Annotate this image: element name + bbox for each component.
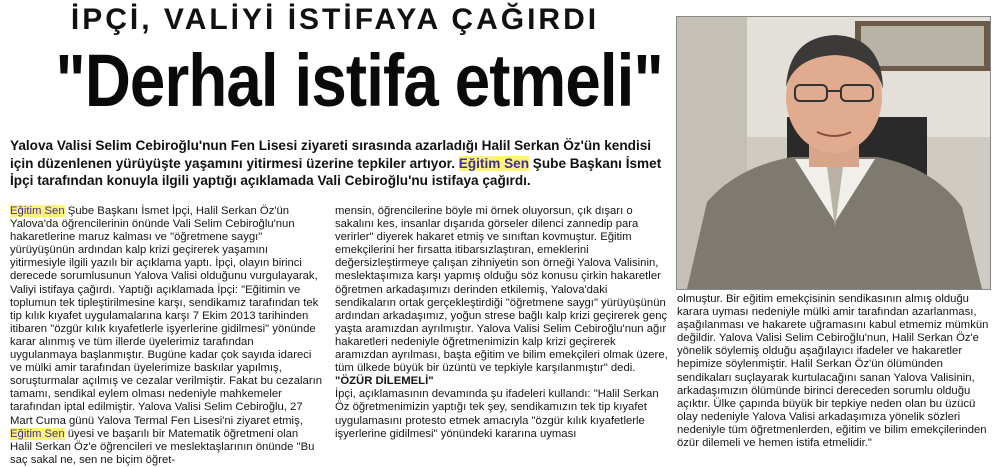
subheading: "ÖZÜR DİLEMELİ" <box>335 375 434 388</box>
highlight-egitim-sen: Eğitim Sen <box>10 205 65 217</box>
lead-text-2: Şube Başkanı İsmet İpçi tarafından konuyla ilgili yaptığı açıklamada Vali Cebiroğlu'nu istifaya çağırdı. <box>10 155 662 188</box>
column-3-text: olmuştur. Bir eğitim emekçisinin sendikasının almış olduğu karara uyması nedeniyle mülki amir tarafından azarlanması, aşağılanması ve hakarete uğramasını kabul etmemiz mümkün değildir. Yalova Valisi Selim Cebiroğlu'nun, Halil Serkan Öz'e yönelik söylemiş olduğu aşağılayıcı ifadeler ve hakaretler hepimize söylenmiştir. Halil Serkan Öz'ün ölümünden sendikaları suçlayarak kurtulacağını sanan Yalova Valisinin, arkadaşımızın ölümünde birinci dereceden sorumlu olduğu açıktır. Ülke çapında büyük bir tepkiye neden olan bu üzücü olay nedeniyle Yalova Valisi arkadaşımıza yönelik sözleri nedeniyle tüm öğretmenlerden, eğitim ve bilim emekçilerinden özür dilemeli ve hemen istifa etmelidir." <box>677 293 989 450</box>
kicker-headline: İPÇİ, VALİYİ İSTİFAYA ÇAĞIRDI <box>70 3 600 36</box>
body-column-2 <box>335 205 671 441</box>
column-2-text-1: mensin, öğrencilerine böyle mi örnek oluyorsun, çık dışarı o sakalını kes, insanlar dışarıda görseler dilenci zannedip para verirler" diyerek hakaret etmiş ve sınıftan kovmuştur. Eğitim emekçilerini her fırsatta itibarsızlaştıran, emeklerini değersizleştirmeye çalışan zihniyetin son örneği Yalova Valisinin, meslektaşımıza karşı yapmış olduğu söz konusu çirkin hakaretler öğretmen arkadaşımızı derinden etkilemiş, Yalova'daki sendikaların ortak gerçekleştirdiği "öğretmene saygı" yürüyüşünün ardından arkadaşımız, yoğun strese bağlı kalp krizi geçirerek genç yaşta aramızdan ayrılmıştır. Yalova Valisi Selim Cebiroğlu'nun ağır hakaretleri nedeniyle öğretmenimizin kalp krizi geçirerek aramızdan ayrılması, başta eğitim ve bilim emekçileri olmak üzere, tüm ülkede büyük bir üzüntü ve tepkiyle karşılanmıştır" dedi. <box>335 205 668 375</box>
lead-paragraph <box>10 137 670 190</box>
portrait-photo <box>676 16 991 290</box>
body-column-3 <box>677 293 990 450</box>
column-2-text-2: İpçi, açıklamasının devamında şu ifadeleri kullandı: "Halil Serkan Öz öğretmenimizin yaptığı tek şey, sendikamızın tek tip kıyafet uygulamasını protesto etmek amacıyla "özgür kılık kıyafetlerle işyerlerine gidilmesi" yönündeki kararına uyması <box>335 388 659 440</box>
column-1-text-2: üyesi ve başarılı bir Matematik öğretmeni olan Halil Serkan Öz'e öğrencileri ve meslektaşlarının önünde "Bu saç sakal ne, sen ne biçim öğret- <box>10 427 315 466</box>
highlight-egitim-sen: Eğitim Sen <box>458 155 530 171</box>
column-1-text-1: Şube Başkanı İsmet İpçi, Halil Serkan Öz'ün Yalova'da öğrencilerinin önünde Vali Selim Cebiroğlu'nun hakaretlerine maruz kalması ve "öğretmene saygı" yürüyüşünün ardından kalp krizi geçirerek yaşamını yitirmesiyle ilgili yazılı bir açıklama yaptı. İpçi, olayın birinci derecede sorumlusunun Yalova Valisi olduğunu vurgulayarak, Valiyi istifaya çağırdı. Yaptığı açıklamada İpçi: "Eğitimin ve toplumun tek tipleştirilmesine karşı, sendikamız tarafından tek tip kılık kıyafet uygulamalarına karşı 7 Ekim 2013 tarihinden itibaren "özgür kılık kıyafetlerle işyerlerine gidilmesi" yönünde karar alınmış ve tüm illerde üyelerimiz tarafından uygulanmaya başlanmıştır. Bugüne kadar çok sayıda idareci ve mülki amir tarafından üyelerimize baskılar yapılmış, soruşturmalar açılmış ve cezalar verilmiştir. Fakat bu cezaların tamamı, sendikal eylem olması nedeniyle mahkemeler tarafından iptal edilmiştir. Yalova Valisi Selim Cebiroğlu, 27 Mart Cuma günü Yalova Termal Fen Lisesi'ni ziyaret etmiş, <box>10 205 323 427</box>
main-headline: "Derhal istifa etmeli" <box>55 39 663 122</box>
lead-text-1: Yalova Valisi Selim Cebiroğlu'nun Fen Lisesi ziyareti sırasında azarladığı Halil Serkan Öz'ün kendisi için düzenlenen yürüyüşte yaşamını yitirmesi üzerine tepkiler artıyor. <box>10 138 652 171</box>
body-column-1 <box>10 205 322 467</box>
portrait-illustration <box>677 17 990 289</box>
highlight-egitim-sen: Eğitim Sen <box>10 427 65 440</box>
